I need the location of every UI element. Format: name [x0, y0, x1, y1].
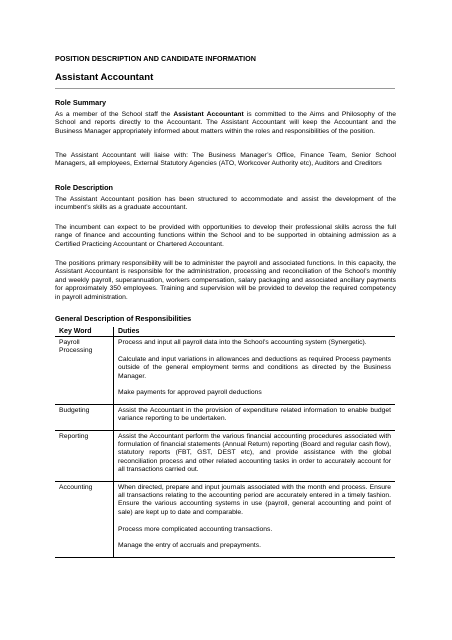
responsibilities-table	[55, 327, 395, 558]
role-summary-paragraph-1	[55, 111, 396, 136]
role-description-paragraph-3: The positions primary responsibility will be to administer the payroll and associated functions. In this capacity, the Assistant Accountant is responsible for the administration, processing and reconciliation of the School’s monthly and weekly payroll, superannuation, workers compensation, salary packaging and associated ancillary payments for approximately 350 employees. Training and supervision will be provided to develop the required competency in payroll administration.	[55, 260, 396, 301]
duty-text: Make payments for approved payroll deductions	[118, 389, 262, 397]
duties-cell	[114, 430, 396, 481]
role-summary-paragraph-2: The Assistant Accountant will liaise with: The Business Manager’s Office, Finance Team, Senior School Managers, all employees, External Statutory Agencies (ATO, Workcover Authority etc), Auditors and Creditors	[55, 152, 396, 168]
table-row	[55, 481, 395, 557]
document-header: POSITION DESCRIPTION AND CANDIDATE INFORMATION	[55, 54, 257, 63]
duties-cell	[114, 404, 396, 430]
table-row	[55, 430, 395, 481]
key-word-cell: Payroll Processing	[55, 337, 114, 405]
duty-text: Manage the entry of accruals and prepayments.	[118, 542, 261, 550]
title-divider	[55, 88, 395, 89]
key-word-cell: Budgeting	[55, 404, 114, 430]
table-header-row	[55, 327, 395, 337]
key-word-cell: Accounting	[55, 481, 114, 557]
duty-text: Assist the Accountant in the provision of expenditure related information to enable budget variance reporting to be undertaken.	[118, 406, 391, 423]
duty-text: Process and input all payroll data into the School’s accounting system (Synergetic).	[118, 339, 367, 346]
duties-cell	[114, 481, 396, 557]
column-header-duties: Duties	[114, 327, 396, 337]
role-summary-text-b: is committed to the Aims and Philosophy of the School and reports directly to the Accountant. The Assistant Accountant will keep the Accountant and the Business Manager appropriately informed about matters within the roles and responsibilities of the position.	[55, 111, 397, 135]
duty-text: Assist the Accountant perform the various financial accounting procedures associated with formulation of financial statements (Annual Return) reporting (Board and regular cash flow), statutory reports (FBT, GST, DEST etc), and provide assistance with the global reconciliation process and other related accounting tasks in order to accurately account for all transactions carried out.	[118, 432, 391, 474]
page-title: Assistant Accountant	[55, 72, 154, 83]
role-description-heading: Role Description	[55, 183, 113, 192]
role-summary-position-name: Assistant Accountant	[173, 111, 244, 118]
role-summary-text-a: As a member of the School staff the	[55, 111, 174, 118]
role-description-paragraph-1: The Assistant Accountant position has been structured to accommodate and assist the development of the incumbent’s skills as a graduate accountant.	[55, 196, 396, 212]
table-row	[55, 404, 395, 430]
duty-text: Calculate and input variations in allowances and deductions as required Process payments outside of the general employment terms and conditions as directed by the Business Manager.	[118, 355, 391, 380]
duty-text: Process more complicated accounting transactions.	[118, 525, 273, 533]
column-header-key-word: Key Word	[55, 327, 114, 337]
key-word-cell: Reporting	[55, 430, 114, 481]
duties-cell	[114, 337, 396, 405]
role-summary-heading: Role Summary	[55, 98, 107, 107]
table-row	[55, 337, 395, 405]
role-description-paragraph-2: The incumbent can expect to be provided with opportunities to develop their professional skills across the full range of finance and accounting functions within the School and to be supported in obtaining admission as a Certified Practicing Accountant or Chartered Accountant.	[55, 224, 396, 248]
responsibilities-heading: General Description of Responsibilities	[55, 314, 192, 323]
duty-text: When directed, prepare and input journals associated with the month end process. Ensure all transactions relating to the accounting period are accurately entered in a timely fashion. Ensure the various accounting systems in use (payroll, general accounting and point of sale) are kept up to date and comparable.	[118, 483, 391, 516]
